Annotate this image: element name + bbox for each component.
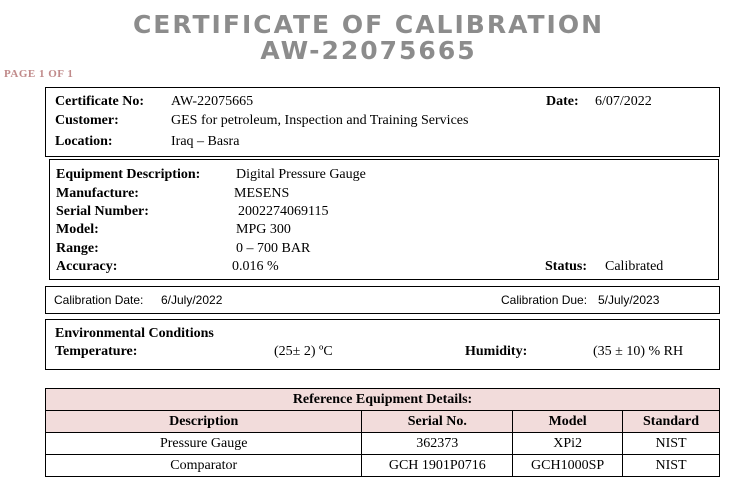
date-value: 6/07/2022 — [595, 94, 652, 109]
certificate-number-title: AW-22075665 — [260, 36, 477, 65]
manufacture-value: MESENS — [234, 186, 290, 201]
column-header-serial: Serial No. — [362, 411, 513, 433]
cell-model: XPi2 — [513, 433, 623, 455]
table-row — [46, 455, 720, 477]
certificate-title: CERTIFICATE OF CALIBRATION — [132, 10, 605, 39]
calibration-due-label: Calibration Due: — [501, 293, 588, 307]
column-header-standard: Standard — [623, 411, 720, 433]
calibration-date-label: Calibration Date: — [54, 293, 144, 307]
humidity-label: Humidity: — [465, 344, 528, 359]
reference-heading: Reference Equipment Details: — [46, 389, 720, 411]
cell-description: Pressure Gauge — [46, 433, 362, 455]
cert-no-value: AW-22075665 — [171, 94, 254, 109]
equipment-description-label: Equipment Description: — [56, 167, 201, 182]
cert-no-label: Certificate No: — [55, 94, 145, 109]
location-label: Location: — [55, 134, 113, 149]
temperature-label: Temperature: — [55, 344, 138, 359]
environment-heading: Environmental Conditions — [55, 326, 214, 341]
calibration-date-value: 6/July/2022 — [161, 293, 223, 307]
range-value: 0 – 700 BAR — [236, 241, 311, 256]
range-label: Range: — [56, 241, 99, 256]
date-label: Date: — [546, 94, 579, 109]
cell-standard: NIST — [623, 455, 720, 477]
accuracy-value: 0.016 % — [232, 259, 279, 274]
cell-description: Comparator — [46, 455, 362, 477]
customer-value: GES for petroleum, Inspection and Training Services — [171, 113, 469, 128]
customer-label: Customer: — [55, 113, 119, 128]
calibration-due-value: 5/July/2023 — [598, 293, 660, 307]
reference-equipment-table — [45, 388, 720, 477]
equipment-description-value: Digital Pressure Gauge — [236, 167, 366, 182]
cell-model: GCH1000SP — [513, 455, 623, 477]
table-row — [46, 433, 720, 455]
humidity-value: (35 ± 10) % RH — [593, 344, 684, 359]
cell-serial: 362373 — [362, 433, 513, 455]
serial-number-value: 2002274069115 — [238, 204, 329, 219]
status-label: Status: — [545, 259, 588, 274]
cell-serial: GCH 1901P0716 — [362, 455, 513, 477]
page-number: PAGE 1 OF 1 — [4, 68, 74, 80]
column-header-description: Description — [46, 411, 362, 433]
accuracy-label: Accuracy: — [56, 259, 118, 274]
column-header-model: Model — [513, 411, 623, 433]
cell-standard: NIST — [623, 433, 720, 455]
model-value: MPG 300 — [236, 222, 291, 237]
location-value: Iraq – Basra — [171, 134, 240, 149]
temperature-value: (25± 2) ºC — [274, 344, 333, 359]
status-value: Calibrated — [605, 259, 664, 274]
serial-number-label: Serial Number: — [56, 204, 149, 219]
model-label: Model: — [56, 222, 99, 237]
manufacture-label: Manufacture: — [56, 186, 139, 201]
